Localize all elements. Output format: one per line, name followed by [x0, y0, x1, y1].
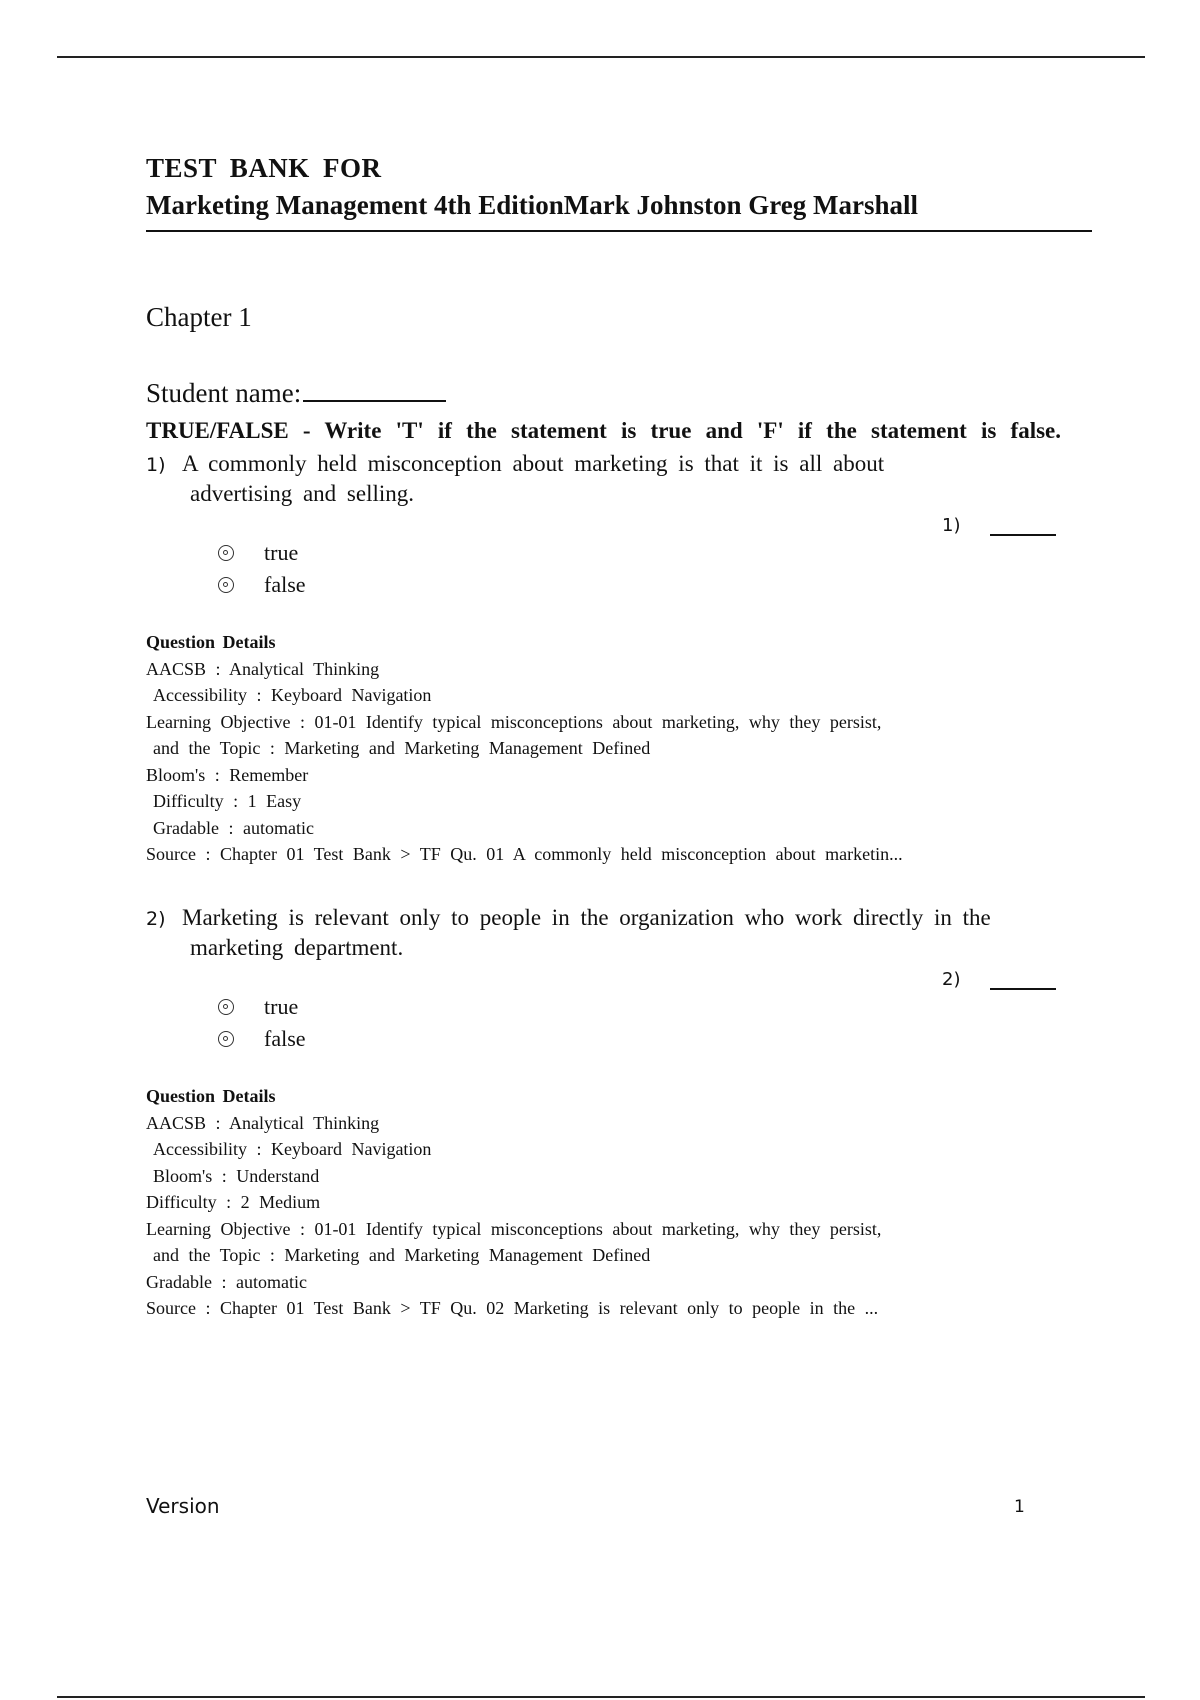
option-false[interactable]	[218, 1023, 306, 1055]
answer-blank	[942, 515, 1056, 536]
detail-line: Source : Chapter 01 Test Bank > TF Qu. 01 A commonly held misconception about marketin...	[146, 844, 903, 864]
question-stem	[146, 903, 1082, 963]
question-number: 1)	[146, 454, 166, 476]
detail-line: Accessibility : Keyboard Navigation	[153, 685, 432, 705]
question-1	[146, 449, 1086, 869]
answer-number: 2)	[942, 969, 961, 990]
radio-icon[interactable]	[218, 1031, 234, 1047]
bottom-rule	[57, 1696, 1145, 1698]
instructions: TRUE/FALSE - Write 'T' if the statement is true and 'F' if the statement is false.	[146, 418, 1061, 443]
answer-number: 1)	[942, 515, 961, 536]
answer-input-line[interactable]	[990, 520, 1056, 536]
detail-line: Learning Objective : 01-01 Identify typical misconceptions about marketing, why they persist,	[146, 711, 882, 732]
question-details-title: Question Details	[146, 1086, 276, 1106]
student-name-blank[interactable]	[303, 380, 446, 402]
detail-line: AACSB : Analytical Thinking	[146, 658, 380, 679]
detail-line: Gradable : automatic	[146, 1271, 307, 1292]
student-name-label: Student name:	[146, 378, 302, 408]
header-title: TEST BANK FOR	[146, 153, 382, 183]
question-stem	[146, 449, 962, 509]
question-details-title: Question Details	[146, 632, 276, 652]
detail-line: Bloom's : Understand	[153, 1165, 320, 1186]
option-true[interactable]	[218, 991, 306, 1023]
question-text-line1: A commonly held misconception about marketing is that it is all about	[182, 451, 885, 476]
detail-line: Learning Objective : 01-01 Identify typical misconceptions about marketing, why they persist,	[146, 1218, 882, 1239]
student-name-field	[146, 378, 446, 409]
radio-icon[interactable]	[218, 577, 234, 593]
option-label: false	[264, 1026, 306, 1051]
footer-version: Version	[146, 1494, 220, 1518]
option-label: true	[264, 540, 299, 565]
detail-line: Accessibility : Keyboard Navigation	[153, 1139, 432, 1159]
detail-line: Gradable : automatic	[153, 817, 314, 838]
answer-options	[218, 537, 306, 601]
radio-icon[interactable]	[218, 999, 234, 1015]
detail-line: Source : Chapter 01 Test Bank > TF Qu. 02 Marketing is relevant only to people in the ...	[146, 1298, 879, 1318]
question-details	[146, 1083, 881, 1322]
radio-icon[interactable]	[218, 545, 234, 561]
header-book-title: Marketing Management 4th EditionMark Johnston Greg Marshall	[146, 186, 1092, 232]
option-false[interactable]	[218, 569, 306, 601]
document-header	[146, 150, 1092, 232]
question-number: 2)	[146, 908, 166, 930]
detail-line: and the Topic : Marketing and Marketing Management Defined	[153, 738, 651, 758]
page-number: 1	[1014, 1497, 1025, 1517]
detail-line: AACSB : Analytical Thinking	[146, 1112, 380, 1133]
top-rule	[57, 56, 1145, 58]
detail-line: and the Topic : Marketing and Marketing Management Defined	[153, 1245, 651, 1265]
option-label: true	[264, 994, 299, 1019]
question-2	[146, 903, 1086, 1323]
chapter-title: Chapter 1	[146, 302, 252, 332]
detail-line: Difficulty : 2 Medium	[146, 1192, 321, 1212]
question-text-line2: advertising and selling.	[190, 481, 414, 506]
detail-line: Difficulty : 1 Easy	[153, 791, 302, 811]
option-true[interactable]	[218, 537, 306, 569]
answer-options	[218, 991, 306, 1055]
detail-line: Bloom's : Remember	[146, 764, 309, 785]
question-text-line1: Marketing is relevant only to people in the organization who work directly in the	[182, 905, 991, 930]
answer-input-line[interactable]	[990, 974, 1056, 990]
answer-blank	[942, 969, 1056, 990]
option-label: false	[264, 572, 306, 597]
question-details	[146, 629, 903, 868]
question-text-line2: marketing department.	[190, 935, 404, 960]
